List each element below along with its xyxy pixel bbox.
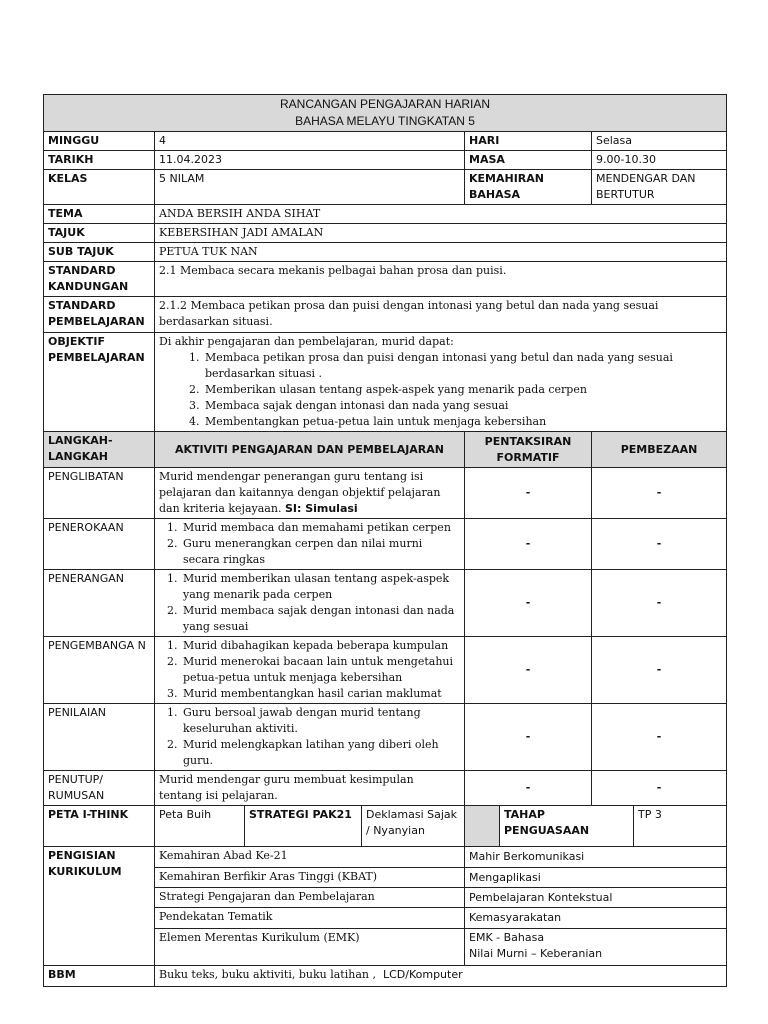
- kurikulum-label-line1: PENGISIAN: [48, 849, 116, 862]
- step-pentaksiran: -: [465, 570, 592, 637]
- lesson-plan-table: [43, 94, 727, 987]
- peta-ithink-label: PETA I-THINK: [44, 806, 155, 847]
- spacer-cell: [465, 806, 500, 847]
- document-subtitle: BAHASA MELAYU TINGKATAN 5: [295, 114, 475, 128]
- pentaksiran-header-line2: FORMATIF: [496, 450, 560, 464]
- kurikulum-key: Kemahiran Berfikir Aras Tinggi (KBAT): [155, 868, 465, 888]
- table-row: [44, 704, 727, 771]
- table-row: [44, 519, 727, 570]
- standard-kandungan-label: [44, 262, 155, 297]
- tajuk-label: TAJUK: [44, 224, 155, 243]
- hari-value: Selasa: [592, 132, 727, 151]
- minggu-label: MINGGU: [44, 132, 155, 151]
- step-pentaksiran: -: [465, 519, 592, 570]
- step-name: PENEROKAAN: [44, 519, 155, 570]
- kurikulum-key: Pendekatan Tematik: [155, 908, 465, 929]
- step-name: [44, 771, 155, 806]
- standard-pembelajaran-label: [44, 297, 155, 333]
- step-activity-list: [159, 638, 460, 702]
- kurikulum-value: Mahir Berkomunikasi: [465, 847, 727, 868]
- kelas-label: KELAS: [44, 170, 155, 205]
- subtajuk-label: SUB TAJUK: [44, 243, 155, 262]
- pembezaan-column-header: PEMBEZAAN: [592, 432, 727, 468]
- step-name-line2: RUMUSAN: [48, 789, 105, 802]
- step-pentaksiran: -: [465, 637, 592, 704]
- tema-label: TEMA: [44, 205, 155, 224]
- step-pentaksiran: -: [465, 468, 592, 519]
- list-item: 4. Membentangkan petua-petua lain untuk menjaga kebersihan: [203, 414, 722, 430]
- step-name: PENILAIAN: [44, 704, 155, 771]
- strategi-value: Deklamasi Sajak / Nyanyian: [362, 806, 465, 847]
- tema-value: ANDA BERSIH ANDA SIHAT: [155, 205, 727, 224]
- step-pembezaan: -: [592, 570, 727, 637]
- kurikulum-key: Elemen Merentas Kurikulum (EMK): [155, 929, 465, 966]
- langkah-column-header: [44, 432, 155, 468]
- masa-value: 9.00-10.30: [592, 151, 727, 170]
- step-name: PENGLIBATAN: [44, 468, 155, 519]
- list-item: 1. Murid membaca dan memahami petikan cerpen: [181, 520, 460, 536]
- kemahiran-label: KEMAHIRAN BAHASA: [465, 170, 592, 205]
- step-activity: Murid mendengar guru membuat kesimpulan tentang isi pelajaran.: [155, 771, 465, 806]
- document-title: RANCANGAN PENGAJARAN HARIAN: [280, 97, 491, 111]
- pengisian-kurikulum-label: [44, 847, 155, 966]
- list-item: 3. Membaca sajak dengan intonasi dan nada yang sesuai: [203, 398, 722, 414]
- pentaksiran-header-line1: PENTAKSIRAN: [484, 434, 572, 448]
- step-activity: [155, 704, 465, 771]
- list-item: 1. Murid memberikan ulasan tentang aspek-aspek yang menarik pada cerpen: [181, 571, 460, 603]
- sk-label-line1: STANDARD: [48, 264, 116, 277]
- hari-label: HARI: [465, 132, 592, 151]
- tahap-value: TP 3: [634, 806, 727, 847]
- bbm-label: BBM: [44, 966, 155, 987]
- step-activity-list: [159, 571, 460, 635]
- tajuk-value: KEBERSIHAN JADI AMALAN: [155, 224, 727, 243]
- step-activity-list: [159, 705, 460, 769]
- step-activity-list: [159, 520, 460, 568]
- sp-label-line1: STANDARD: [48, 299, 116, 312]
- document-header: [44, 95, 727, 132]
- kurikulum-value: Mengaplikasi: [465, 868, 727, 888]
- bbm-value: [155, 966, 727, 987]
- list-item: 2. Murid melengkapkan latihan yang diberi oleh guru.: [181, 737, 460, 769]
- pentaksiran-column-header: [465, 432, 592, 468]
- step-pembezaan: -: [592, 771, 727, 806]
- standard-pembelajaran-value: 2.1.2 Membaca petikan prosa dan puisi dengan intonasi yang betul dan nada yang sesuai berdasarkan situasi.: [155, 297, 727, 333]
- list-item: 1. Membaca petikan prosa dan puisi dengan intonasi yang betul dan nada yang sesuai berdasarkan situasi .: [203, 350, 722, 382]
- obj-label-line2: PEMBELAJARAN: [48, 351, 145, 364]
- step-name-line1: PENUTUP/: [48, 773, 103, 786]
- bbm-extra: LCD/Komputer: [382, 968, 463, 981]
- list-item: 2. Memberikan ulasan tentang aspek-aspek yang menarik pada cerpen: [203, 382, 722, 398]
- table-row: [44, 468, 727, 519]
- list-item: 2. Murid menerokai bacaan lain untuk mengetahui petua-petua untuk menjaga kebersihan: [181, 654, 460, 686]
- list-item: 2. Murid membaca sajak dengan intonasi dan nada yang sesuai: [181, 603, 460, 635]
- step-activity-text: Murid mendengar penerangan guru tentang isi pelajaran dan kaitannya dengan objektif pelajaran dan kriteria kejayaan.: [159, 470, 441, 515]
- aktiviti-column-header: AKTIVITI PENGAJARAN DAN PEMBELAJARAN: [155, 432, 465, 468]
- strategi-label: STRATEGI PAK21: [245, 806, 362, 847]
- bbm-text: Buku teks, buku aktiviti, buku latihan ,: [159, 968, 376, 981]
- step-name: PENERANGAN: [44, 570, 155, 637]
- tarikh-value: 11.04.2023: [155, 151, 465, 170]
- objektif-value: [155, 333, 727, 432]
- table-row: [44, 771, 727, 806]
- table-row: [44, 570, 727, 637]
- kemahiran-value: MENDENGAR DAN BERTUTUR: [592, 170, 727, 205]
- step-pembezaan: -: [592, 704, 727, 771]
- tarikh-label: TARIKH: [44, 151, 155, 170]
- objektif-label: [44, 333, 155, 432]
- emk-value-line1: EMK - Bahasa: [469, 931, 545, 944]
- list-item: 3. Murid membentangkan hasil carian maklumat: [181, 686, 460, 702]
- kurikulum-value: Kemasyarakatan: [465, 908, 727, 929]
- masa-label: MASA: [465, 151, 592, 170]
- langkah-header-line2: LANGKAH: [48, 450, 109, 463]
- standard-kandungan-value: 2.1 Membaca secara mekanis pelbagai bahan prosa dan puisi.: [155, 262, 727, 297]
- lesson-plan-sheet: [43, 94, 726, 987]
- step-pentaksiran: -: [465, 704, 592, 771]
- emk-value-line2: Nilai Murni – Keberanian: [469, 947, 603, 960]
- objektif-intro: Di akhir pengajaran dan pembelajaran, murid dapat:: [159, 335, 454, 348]
- sk-label-line2: KANDUNGAN: [48, 280, 129, 293]
- step-activity: [155, 570, 465, 637]
- list-item: 2. Guru menerangkan cerpen dan nilai murni secara ringkas: [181, 536, 460, 568]
- step-pembezaan: -: [592, 468, 727, 519]
- obj-label-line1: OBJEKTIF: [48, 335, 105, 348]
- step-pentaksiran: -: [465, 771, 592, 806]
- tahap-label: TAHAP PENGUASAAN: [500, 806, 634, 847]
- sp-label-line2: PEMBELAJARAN: [48, 315, 145, 328]
- kurikulum-value: [465, 929, 727, 966]
- langkah-header-line1: LANGKAH-: [48, 434, 113, 447]
- kurikulum-key: Strategi Pengajaran dan Pembelajaran: [155, 888, 465, 908]
- kurikulum-key: Kemahiran Abad Ke-21: [155, 847, 465, 868]
- kurikulum-value: Pembelajaran Kontekstual: [465, 888, 727, 908]
- step-activity: [155, 468, 465, 519]
- step-activity-extra: SI: Simulasi: [284, 502, 358, 515]
- objektif-list: [159, 350, 722, 430]
- step-pembezaan: -: [592, 637, 727, 704]
- minggu-value: 4: [155, 132, 465, 151]
- step-name: PENGEMBANGA N: [44, 637, 155, 704]
- kelas-value: 5 NILAM: [155, 170, 465, 205]
- list-item: 1. Guru bersoal jawab dengan murid tentang keseluruhan aktiviti.: [181, 705, 460, 737]
- peta-ithink-value: Peta Buih: [155, 806, 245, 847]
- list-item: 1. Murid dibahagikan kepada beberapa kumpulan: [181, 638, 460, 654]
- step-activity: [155, 519, 465, 570]
- step-pembezaan: -: [592, 519, 727, 570]
- step-activity: [155, 637, 465, 704]
- subtajuk-value: PETUA TUK NAN: [155, 243, 727, 262]
- kurikulum-label-line2: KURIKULUM: [48, 865, 122, 878]
- table-row: [44, 637, 727, 704]
